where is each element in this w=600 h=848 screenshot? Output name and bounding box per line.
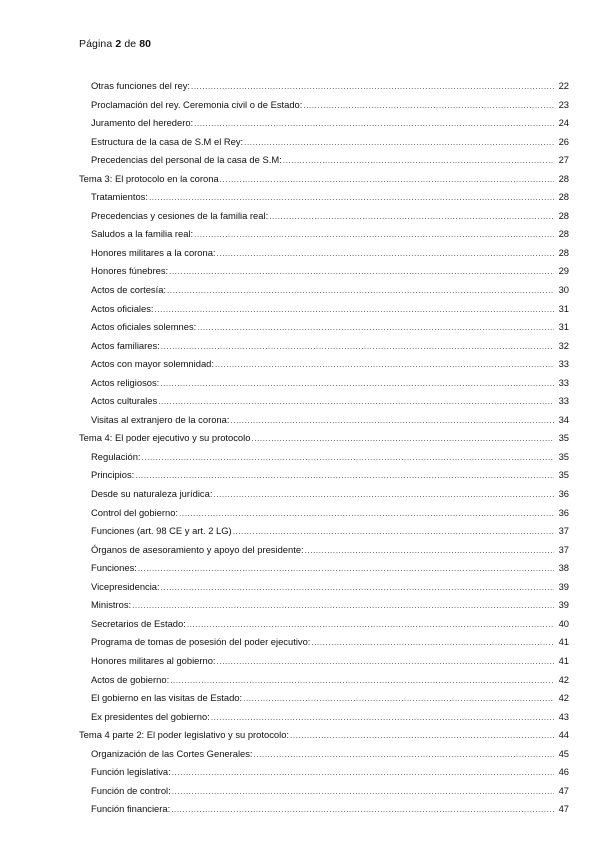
toc-dot-leader bbox=[233, 525, 554, 536]
toc-section-entry[interactable] bbox=[79, 154, 569, 173]
toc-entry-title: Juramento del heredero: bbox=[91, 117, 194, 129]
toc-section-entry[interactable] bbox=[79, 228, 569, 247]
toc-entry-page-number: 31 bbox=[558, 302, 569, 314]
toc-section-entry[interactable] bbox=[79, 247, 569, 266]
toc-entry-title: Estructura de la casa de S.M el Rey: bbox=[91, 135, 244, 147]
toc-entry-page-number: 35 bbox=[558, 469, 569, 481]
toc-entry-page-number: 47 bbox=[558, 784, 569, 796]
toc-entry-page-number: 24 bbox=[558, 117, 569, 129]
toc-section-entry[interactable] bbox=[79, 674, 569, 693]
toc-section-entry[interactable] bbox=[79, 711, 569, 730]
toc-entry-title: Honores fúnebres: bbox=[91, 265, 169, 277]
toc-entry-page-number: 37 bbox=[558, 525, 569, 537]
toc-entry-page-number: 33 bbox=[558, 395, 569, 407]
page-of-label: de bbox=[124, 38, 137, 50]
toc-dot-leader bbox=[243, 692, 554, 703]
toc-dot-leader bbox=[305, 544, 554, 555]
toc-entry-title: Función legislativa: bbox=[91, 766, 171, 778]
toc-dot-leader bbox=[172, 785, 554, 796]
toc-entry-page-number: 34 bbox=[558, 413, 569, 425]
toc-section-entry[interactable] bbox=[79, 692, 569, 711]
toc-dot-leader bbox=[171, 803, 554, 814]
toc-section-entry[interactable] bbox=[79, 321, 569, 340]
toc-entry-title: Saludos a la familia real: bbox=[91, 228, 194, 240]
toc-entry-title: Actos religiosos: bbox=[91, 376, 160, 388]
toc-entry-page-number: 35 bbox=[558, 432, 569, 444]
toc-dot-leader bbox=[290, 729, 554, 740]
toc-section-entry[interactable] bbox=[79, 525, 569, 544]
total-pages-number: 80 bbox=[139, 38, 152, 50]
toc-entry-title: Principios: bbox=[91, 469, 135, 481]
toc-entry-title: Control del gobierno: bbox=[91, 506, 179, 518]
toc-section-entry[interactable] bbox=[79, 284, 569, 303]
toc-entry-page-number: 32 bbox=[558, 339, 569, 351]
toc-entry-title: Regulación: bbox=[91, 450, 141, 462]
toc-entry-title: Tratamientos: bbox=[91, 191, 148, 203]
toc-section-entry[interactable] bbox=[79, 395, 569, 414]
toc-section-entry[interactable] bbox=[79, 581, 569, 600]
toc-section-entry[interactable] bbox=[79, 191, 569, 210]
toc-entry-page-number: 47 bbox=[558, 803, 569, 815]
toc-entry-page-number: 27 bbox=[558, 154, 569, 166]
toc-section-entry[interactable] bbox=[79, 80, 569, 99]
toc-entry-page-number: 42 bbox=[558, 692, 569, 704]
toc-section-entry[interactable] bbox=[79, 451, 569, 470]
toc-dot-leader bbox=[303, 99, 554, 110]
toc-entry-page-number: 40 bbox=[558, 617, 569, 629]
toc-entry-title: Programa de tomas de posesión del poder ejecutivo: bbox=[91, 636, 311, 648]
toc-dot-leader bbox=[230, 414, 554, 425]
toc-entry-title: Tema 3: El protocolo en la corona bbox=[79, 172, 219, 184]
toc-entry-title: Visitas al extranjero de la corona: bbox=[91, 413, 230, 425]
toc-chapter-entry[interactable] bbox=[79, 432, 569, 451]
toc-entry-title: Vicepresidencia: bbox=[91, 580, 160, 592]
toc-entry-title: Actos familiares: bbox=[91, 339, 160, 351]
toc-entry-page-number: 39 bbox=[558, 599, 569, 611]
toc-dot-leader bbox=[194, 228, 554, 239]
toc-dot-leader bbox=[217, 247, 554, 258]
toc-entry-title: El gobierno en las visitas de Estado: bbox=[91, 692, 243, 704]
toc-entry-page-number: 41 bbox=[558, 654, 569, 666]
toc-entry-title: Honores militares a la corona: bbox=[91, 246, 216, 258]
toc-entry-title: Actos con mayor solemnidad: bbox=[91, 358, 214, 370]
toc-entry-title: Actos de gobierno: bbox=[91, 673, 170, 685]
toc-entry-page-number: 45 bbox=[558, 747, 569, 759]
toc-dot-leader bbox=[149, 191, 554, 202]
toc-entry-title: Ministros: bbox=[91, 599, 132, 611]
toc-entry-page-number: 37 bbox=[558, 543, 569, 555]
toc-entry-title: Precedencias del personal de la casa de S.M: bbox=[91, 154, 282, 166]
toc-entry-page-number: 36 bbox=[558, 488, 569, 500]
toc-entry-page-number: 28 bbox=[558, 172, 569, 184]
toc-entry-page-number: 44 bbox=[558, 729, 569, 741]
toc-entry-title: Ex presidentes del gobierno: bbox=[91, 710, 210, 722]
toc-dot-leader bbox=[158, 395, 554, 406]
toc-dot-leader bbox=[269, 210, 554, 221]
toc-entry-page-number: 30 bbox=[558, 284, 569, 296]
toc-entry-page-number: 31 bbox=[558, 321, 569, 333]
toc-dot-leader bbox=[197, 321, 554, 332]
toc-entry-title: Actos oficiales solemnes: bbox=[91, 321, 197, 333]
toc-entry-page-number: 33 bbox=[558, 358, 569, 370]
toc-dot-leader bbox=[311, 636, 554, 647]
toc-section-entry[interactable] bbox=[79, 599, 569, 618]
toc-entry-title: Tema 4: El poder ejecutivo y su protocolo bbox=[79, 432, 251, 444]
toc-entry-page-number: 41 bbox=[558, 636, 569, 648]
toc-entry-page-number: 28 bbox=[558, 228, 569, 240]
toc-dot-leader bbox=[220, 173, 554, 184]
toc-entry-title: Función de control: bbox=[91, 784, 171, 796]
toc-dot-leader bbox=[169, 265, 554, 276]
toc-entry-title: Actos culturales bbox=[91, 395, 158, 407]
toc-entry-title: Precedencias y cesiones de la familia real: bbox=[91, 209, 269, 221]
toc-dot-leader bbox=[244, 136, 554, 147]
toc-section-entry[interactable] bbox=[79, 469, 569, 488]
toc-dot-leader bbox=[170, 674, 554, 685]
toc-section-entry[interactable] bbox=[79, 303, 569, 322]
toc-entry-title: Órganos de asesoramiento y apoyo del presidente: bbox=[91, 543, 304, 555]
toc-entry-page-number: 28 bbox=[558, 209, 569, 221]
toc-section-entry[interactable] bbox=[79, 377, 569, 396]
toc-entry-title: Secretarios de Estado: bbox=[91, 617, 186, 629]
toc-entry-title: Actos oficiales: bbox=[91, 302, 154, 314]
toc-dot-leader bbox=[161, 340, 554, 351]
toc-section-entry[interactable] bbox=[79, 414, 569, 433]
toc-section-entry[interactable] bbox=[79, 507, 569, 526]
toc-dot-leader bbox=[194, 117, 554, 128]
toc-dot-leader bbox=[132, 599, 554, 610]
toc-dot-leader bbox=[187, 618, 554, 629]
toc-dot-leader bbox=[167, 284, 554, 295]
toc-section-entry[interactable] bbox=[79, 265, 569, 284]
toc-entry-title: Funciones: bbox=[91, 562, 137, 574]
toc-dot-leader bbox=[191, 80, 554, 91]
toc-entry-page-number: 46 bbox=[558, 766, 569, 778]
toc-dot-leader bbox=[283, 154, 554, 165]
toc-dot-leader bbox=[142, 451, 554, 462]
toc-entry-page-number: 23 bbox=[558, 98, 569, 110]
toc-entry-title: Tema 4 parte 2: El poder legislativo y su protocolo: bbox=[79, 729, 290, 741]
toc-section-entry[interactable] bbox=[79, 618, 569, 637]
toc-section-entry[interactable] bbox=[79, 136, 569, 155]
toc-chapter-entry[interactable] bbox=[79, 729, 569, 748]
toc-entry-title: Actos de cortesía: bbox=[91, 284, 167, 296]
toc-section-entry[interactable] bbox=[79, 803, 569, 822]
toc-section-entry[interactable] bbox=[79, 210, 569, 229]
toc-section-entry[interactable] bbox=[79, 766, 569, 785]
toc-section-entry[interactable] bbox=[79, 358, 569, 377]
toc-dot-leader bbox=[251, 432, 554, 443]
toc-entry-page-number: 28 bbox=[558, 191, 569, 203]
toc-dot-leader bbox=[179, 507, 554, 518]
toc-entry-page-number: 29 bbox=[558, 265, 569, 277]
toc-entry-page-number: 22 bbox=[558, 80, 569, 91]
toc-section-entry[interactable] bbox=[79, 488, 569, 507]
toc-entry-page-number: 33 bbox=[558, 376, 569, 388]
toc-entry-page-number: 43 bbox=[558, 710, 569, 722]
toc-dot-leader bbox=[172, 766, 554, 777]
toc-dot-leader bbox=[254, 748, 554, 759]
toc-chapter-entry[interactable] bbox=[79, 173, 569, 192]
toc-entry-title: Proclamación del rey. Ceremonia civil o de Estado: bbox=[91, 98, 303, 110]
toc-entry-title: Otras funciones del rey: bbox=[91, 80, 191, 91]
toc-section-entry[interactable] bbox=[79, 117, 569, 136]
toc-entry-page-number: 39 bbox=[558, 580, 569, 592]
toc-entry-page-number: 38 bbox=[558, 562, 569, 574]
toc-entry-page-number: 26 bbox=[558, 135, 569, 147]
toc-section-entry[interactable] bbox=[79, 562, 569, 581]
toc-dot-leader bbox=[135, 469, 554, 480]
toc-entry-title: Desde su naturaleza jurídica: bbox=[91, 488, 213, 500]
toc-dot-leader bbox=[213, 488, 554, 499]
toc-dot-leader bbox=[161, 581, 554, 592]
toc-entry-page-number: 42 bbox=[558, 673, 569, 685]
toc-dot-leader bbox=[217, 655, 554, 666]
table-of-contents bbox=[79, 80, 569, 822]
toc-entry-title: Función financiera: bbox=[91, 803, 171, 815]
toc-section-entry[interactable] bbox=[79, 785, 569, 804]
toc-entry-title: Funciones (art. 98 CE y art. 2 LG) bbox=[91, 525, 232, 537]
toc-entry-page-number: 35 bbox=[558, 450, 569, 462]
toc-dot-leader bbox=[138, 562, 554, 573]
toc-section-entry[interactable] bbox=[79, 748, 569, 767]
toc-section-entry[interactable] bbox=[79, 636, 569, 655]
toc-dot-leader bbox=[215, 358, 554, 369]
toc-entry-title: Organización de las Cortes Generales: bbox=[91, 747, 253, 759]
page-header bbox=[79, 38, 151, 50]
toc-entry-page-number: 28 bbox=[558, 246, 569, 258]
toc-dot-leader bbox=[160, 377, 554, 388]
toc-section-entry[interactable] bbox=[79, 655, 569, 674]
page-label: Página bbox=[79, 38, 113, 50]
current-page-number: 2 bbox=[115, 38, 122, 50]
toc-section-entry[interactable] bbox=[79, 99, 569, 118]
toc-entry-title: Honores militares al gobierno: bbox=[91, 654, 216, 666]
toc-dot-leader bbox=[155, 303, 554, 314]
toc-section-entry[interactable] bbox=[79, 544, 569, 563]
toc-entry-page-number: 36 bbox=[558, 506, 569, 518]
toc-dot-leader bbox=[211, 711, 554, 722]
toc-section-entry[interactable] bbox=[79, 340, 569, 359]
